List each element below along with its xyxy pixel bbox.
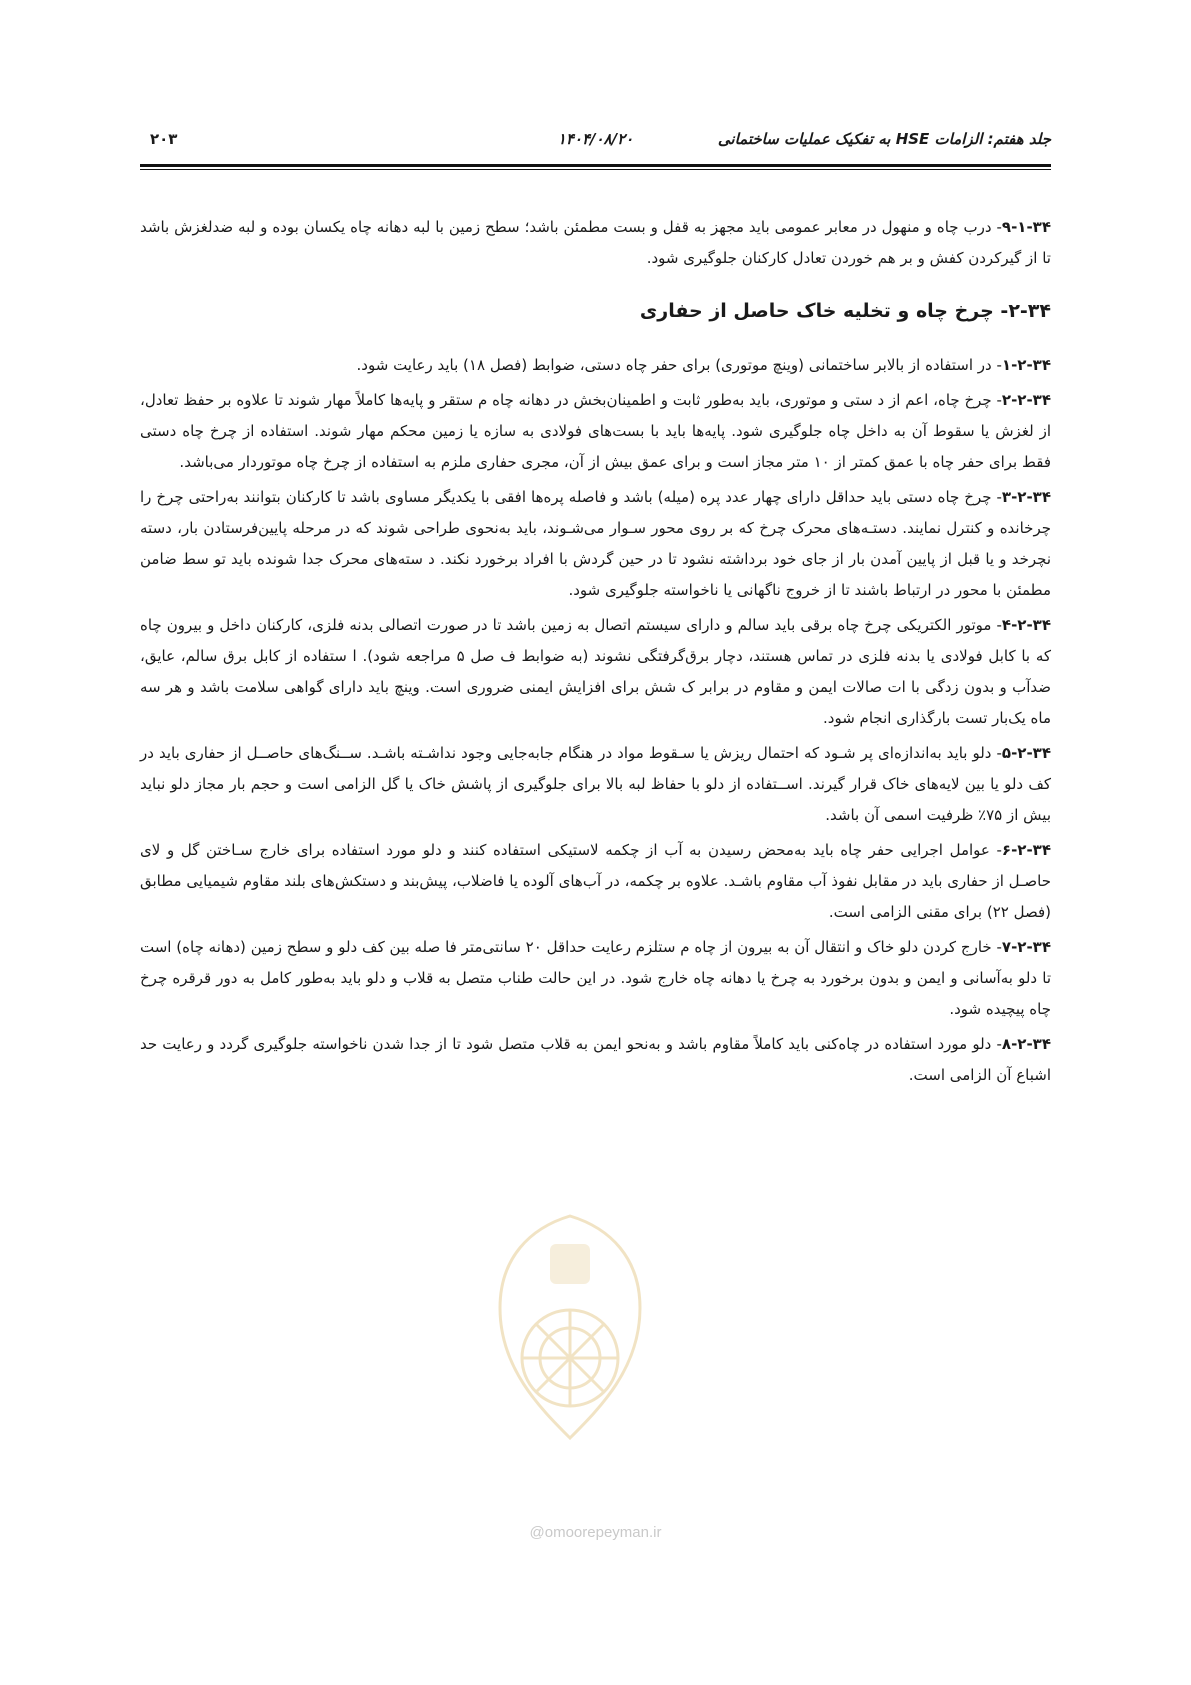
header-date: ۱۴۰۴/۰۸/۲۰ (557, 130, 634, 148)
paragraph-34-2-3 (140, 482, 1051, 606)
paragraph-number: ۹-۱-۳۴ (1001, 218, 1051, 236)
paragraph-text: - عوامل اجرایی حفر چاه باید به‌محض رسیدن به آب از چکمه لاستیکی استفاده کنند و دلو مورد استفاده برای خارج سـاختن گل و لای حاصـل از حفاری باید در مقابل نفوذ آب مقاوم باشـد. علاوه بر چکمه، در آب‌های آلوده یا فاضلاب، پیش‌بند و دستکش‌های بلند مقاوم شیمیایی مطابق (فصل ۲۲) برای مقنی الزامی است. (140, 841, 1051, 921)
paragraph-text: - چرخ چاه دستی باید حداقل دارای چهار عدد پره (میله) باشد و فاصله پره‌ها افقی با یکدیگر مساوی باشد تا کارکنان بتوانند به‌راحتی چرخ را چرخانده و کنترل نمایند. دستـه‌های محرک چرخ که بر روی محور سـوار می‌شـوند، باید به‌نحوی طراحی شوند که در مرحله پایین‌فرستادن بار، دسته نچرخد و یا قبل از پایین آمدن بار از جای خود برداشته نشود تا در حین گردش با افراد برخورد نکند. د سته‌های محرک جدا شونده باید تو سط ضامن مطمئن با محور در ارتباط باشند تا از خروج ناگهانی یا ناخواسته جلوگیری شود. (140, 488, 1051, 599)
paragraph-34-1-9 (140, 212, 1051, 274)
header-rule-thin (140, 169, 1051, 170)
paragraph-number: ۳-۲-۳۴ (1001, 488, 1051, 506)
paragraph-text: - در استفاده از بالابر ساختمانی (وینچ موتوری) برای حفر چاه دستی، ضوابط (فصل ۱۸) باید رعایت شود. (356, 356, 1002, 374)
paragraph-number: ۲-۲-۳۴ (1001, 391, 1051, 409)
page-header (140, 130, 1051, 166)
paragraph-number: ۷-۲-۳۴ (1001, 938, 1051, 956)
paragraph-number: ۶-۲-۳۴ (1001, 841, 1051, 859)
paragraph-text: - دلو باید به‌اندازه‌ای پر شـود که احتمال ریزش یا سـقوط مواد در هنگام جابه‌جایی وجود نداشـته باشـد. ســنگ‌های حاصــل از حفاری باید در کف دلو یا بین لایه‌های خاک قرار گیرند. اســتفاده از دلو با حفاظ لبه بالا برای جلوگیری از پاشش خاک یا گل الزامی است و حجم بار مجاز دلو نباید بیش از ۷۵٪ ظرفیت اسمی آن باشد. (140, 744, 1051, 824)
page-body (140, 212, 1051, 1095)
paragraph-text: - خارج کردن دلو خاک و انتقال آن به بیرون از چاه م ستلزم رعایت حداقل ۲۰ سانتی‌متر فا صله بین کف دلو و سطح زمین (دهانه چاه) است تا دلو به‌آسانی و ایمن و بدون برخورد به چرخ یا دهانه چاه خارج شود. در این حالت طناب متصل به قلاب و دلو باید به‌طور کامل به دور قرقره چرخ چاه پیچیده شود. (140, 938, 1051, 1018)
paragraph-34-2-2 (140, 385, 1051, 478)
paragraph-number: ۴-۲-۳۴ (1001, 616, 1051, 634)
paragraph-34-2-8 (140, 1029, 1051, 1091)
paragraph-34-2-4 (140, 610, 1051, 734)
paragraph-text: - موتور الکتریکی چرخ چاه برقی باید سالم و دارای سیستم اتصال به زمین باشد تا در صورت اتصالی بدنه فلزی، کارکنان داخل و بیرون چاه که با کابل فولادی یا بدنه فلزی در تماس هستند، دچار برق‌گرفتگی نشوند (به ضوابط ف صل ۵ مراجعه شود). ا ستفاده از کابل برق سالم، عایق، ضدآب و بدون زدگی با ات صالات ایمن و مقاوم در برابر ک شش برای افزایش ایمنی ضروری است. وینچ باید دارای گواهی سلامت باشد و هر سه ماه یک‌بار تست بارگذاری انجام شود. (140, 616, 1051, 727)
section-heading: ۲-۳۴- چرخ چاه و تخلیه خاک حاصل از حفاری (639, 300, 1051, 322)
header-title: جلد هفتم: الزامات HSE به تفکیک عملیات ساختمانی (717, 130, 1051, 148)
header-rule (140, 164, 1051, 167)
page-number: ۲۰۳ (150, 130, 178, 148)
paragraph-34-2-6 (140, 835, 1051, 928)
paragraph-number: ۸-۲-۳۴ (1001, 1035, 1051, 1053)
paragraph-number: ۵-۲-۳۴ (1001, 744, 1051, 762)
paragraph-text: - چرخ چاه، اعم از د ستی و موتوری، باید به‌طور ثابت و اطمینان‌بخش در دهانه چاه م ستقر و پایه‌ها کاملاً مهار شوند تا علاوه بر حفظ تعادل، از لغزش یا سقوط آن به داخل چاه جلوگیری شود. پایه‌ها باید با بست‌های فولادی به سازه یا زمین محکم مهار شوند. استفاده از چرخ چاه دستی فقط برای حفر چاه با عمق کمتر از ۱۰ متر مجاز است و برای عمق بیش از آن، مجری حفاری ملزم به استفاده از چرخ چاه موتوردار می‌باشد. (140, 391, 1051, 471)
paragraph-text: - درب چاه و منهول در معابر عمومی باید مجهز به قفل و بست مطمئن باشد؛ سطح زمین با لبه دهانه چاه یکسان بوده و لبه ضدلغزش باشد تا از گیرکردن کفش و بر هم خوردن تعادل کارکنان جلوگیری شود. (140, 218, 1051, 267)
paragraph-34-2-1 (140, 350, 1051, 381)
paragraph-text: - دلو مورد استفاده در چاه‌کنی باید کاملاً مقاوم باشد و به‌نحو ایمن به قلاب متصل شود تا از جدا شدن ناخواسته جلوگیری گردد و رعایت حد اشباع آن الزامی است. (140, 1035, 1051, 1084)
paragraph-number: ۱-۲-۳۴ (1001, 356, 1051, 374)
watermark-url: @omoorepeyman.ir (529, 1524, 662, 1541)
paragraph-34-2-7 (140, 932, 1051, 1025)
paragraph-34-2-5 (140, 738, 1051, 831)
watermark-logo-icon (470, 1208, 670, 1448)
